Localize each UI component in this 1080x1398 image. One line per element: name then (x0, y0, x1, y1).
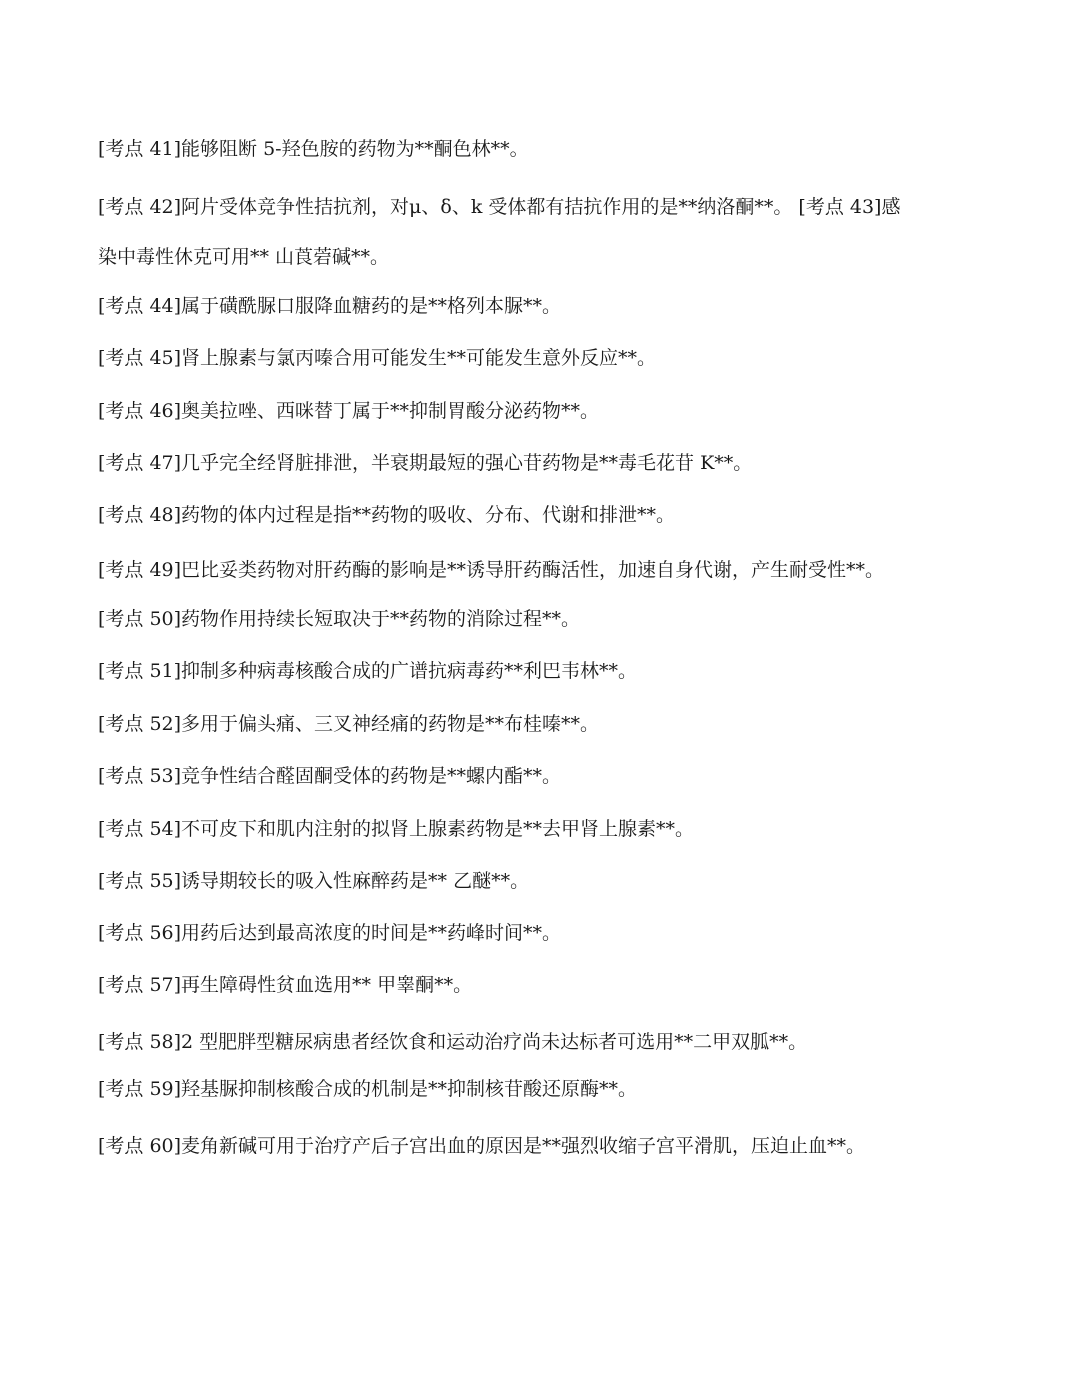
text-line-60: [考点 60]麦角新碱可用于治疗产后子宫出血的原因是**强烈收缩子宫平滑肌，压迫止血**。 (98, 1135, 866, 1157)
text-line-45: [考点 45]肾上腺素与氯丙嗪合用可能发生**可能发生意外反应**。 (98, 347, 657, 369)
text-line-57: [考点 57]再生障碍性贫血选用** 甲睾酮**。 (98, 974, 473, 996)
text-line-47: [考点 47]几乎完全经肾脏排泄，半衰期最短的强心苷药物是**毒毛花苷 K**。 (98, 452, 753, 474)
text-line-43-cont: 染中毒性休克可用** 山莨菪碱**。 (98, 246, 390, 268)
text-line-53: [考点 53]竞争性结合醛固酮受体的药物是**螺内酯**。 (98, 765, 562, 787)
text-line-50: [考点 50]药物作用持续长短取决于**药物的消除过程**。 (98, 608, 581, 630)
text-line-44: [考点 44]属于磺酰脲口服降血糖药的是**格列本脲**。 (98, 295, 562, 317)
text-line-49: [考点 49]巴比妥类药物对肝药酶的影响是**诱导肝药酶活性，加速自身代谢，产生耐受性**。 (98, 559, 885, 581)
text-line-59: [考点 59]羟基脲抑制核酸合成的机制是**抑制核苷酸还原酶**。 (98, 1078, 638, 1100)
text-line-55: [考点 55]诱导期较长的吸入性麻醉药是** 乙醚**。 (98, 870, 530, 892)
text-line-46: [考点 46]奥美拉唑、西咪替丁属于**抑制胃酸分泌药物**。 (98, 400, 600, 422)
text-line-54: [考点 54]不可皮下和肌内注射的拟肾上腺素药物是**去甲肾上腺素**。 (98, 818, 695, 840)
text-line-56: [考点 56]用药后达到最高浓度的时间是**药峰时间**。 (98, 922, 562, 944)
text-line-52: [考点 52]多用于偏头痛、三叉神经痛的药物是**布桂嗪**。 (98, 713, 600, 735)
text-line-48: [考点 48]药物的体内过程是指**药物的吸收、分布、代谢和排泄**。 (98, 504, 676, 526)
text-line-42: [考点 42]阿片受体竞争性拮抗剂，对μ、δ、k 受体都有拮抗作用的是**纳洛酮**。 [考点 43]感 (98, 196, 901, 218)
text-line-51: [考点 51]抑制多种病毒核酸合成的广谱抗病毒药**利巴韦林**。 (98, 660, 638, 682)
text-line-58: [考点 58]2 型肥胖型糖尿病患者经饮食和运动治疗尚未达标者可选用**二甲双胍**。 (98, 1031, 808, 1053)
text-line-41: [考点 41]能够阻断 5-羟色胺的药物为**酮色林**。 (98, 138, 529, 160)
